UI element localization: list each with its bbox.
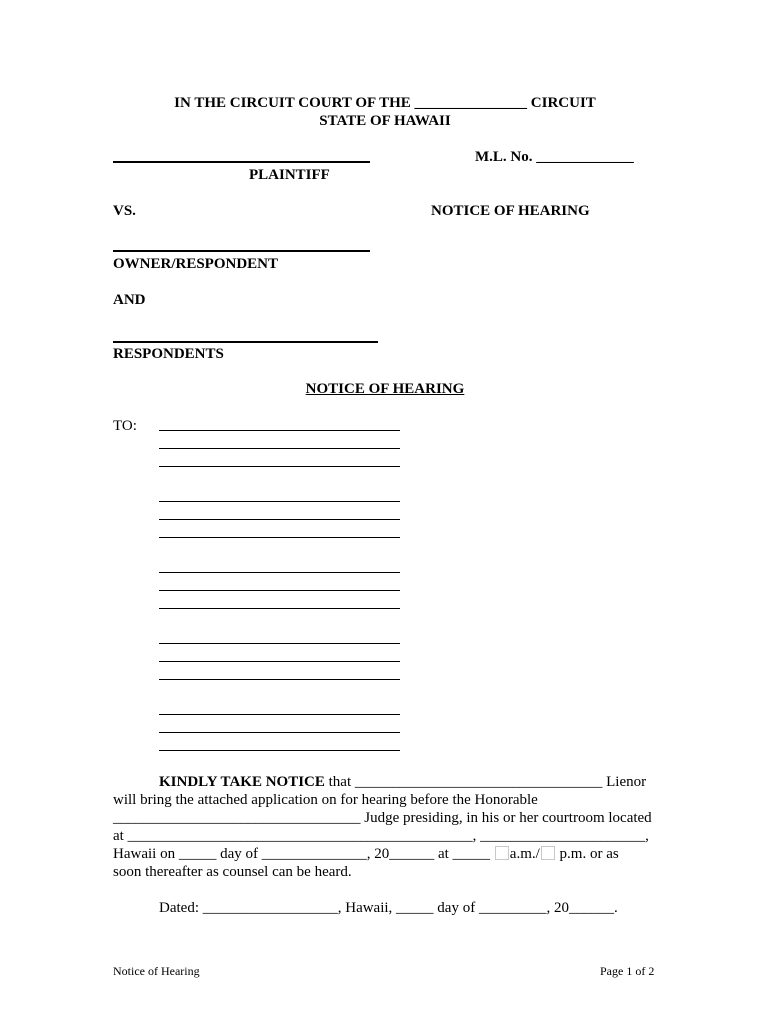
notice-title: NOTICE OF HEARING	[305, 381, 465, 397]
court-prefix: IN THE CIRCUIT COURT OF THE	[174, 95, 411, 111]
pm-checkbox[interactable]	[541, 846, 555, 860]
and-label: AND	[113, 292, 146, 308]
circuit-blank: _______________	[414, 95, 528, 111]
body-line-2: will bring the attached application on for hearing before the Honorable	[113, 792, 538, 808]
vs-label: VS.	[113, 203, 136, 219]
to-label: TO:	[113, 418, 137, 434]
address-line[interactable]	[159, 661, 400, 662]
body-line-1: KINDLY TAKE NOTICE that _________________________________ Lienor	[159, 774, 647, 790]
owner-respondent-label: OWNER/RESPONDENT	[113, 256, 279, 272]
body-line-6: soon thereafter as counsel can be heard.	[113, 864, 352, 880]
address-line[interactable]	[159, 679, 400, 680]
am-checkbox[interactable]	[495, 846, 509, 860]
address-line[interactable]	[159, 466, 400, 467]
address-line[interactable]	[159, 430, 400, 431]
state-heading: STATE OF HAWAII	[319, 113, 451, 129]
owner-line	[113, 250, 370, 252]
address-line[interactable]	[159, 732, 400, 733]
address-line[interactable]	[159, 572, 400, 573]
plaintiff-label: PLAINTIFF	[249, 167, 330, 183]
plaintiff-line	[113, 161, 370, 163]
body-line-3: _________________________________ Judge presiding, in his or her courtroom located	[113, 810, 652, 826]
address-line[interactable]	[159, 608, 400, 609]
address-line[interactable]	[159, 501, 400, 502]
footer-title: Notice of Hearing	[113, 964, 200, 978]
respondents-line	[113, 341, 378, 343]
address-line[interactable]	[159, 750, 400, 751]
ml-number: M.L. No. _____________	[475, 149, 634, 165]
body-line-4: at ______________________________________________, ______________________,	[113, 828, 649, 844]
address-line[interactable]	[159, 448, 400, 449]
court-suffix: CIRCUIT	[530, 95, 596, 111]
dated-line: Dated: __________________, Hawaii, _____ day of _________, 20______.	[159, 900, 618, 916]
page-number: Page 1 of 2	[600, 964, 655, 978]
address-line[interactable]	[159, 537, 400, 538]
court-heading	[0, 94, 770, 112]
body-line-5: Hawaii on _____ day of ______________, 20______ at _____ a.m./ p.m. or as	[113, 846, 619, 862]
address-line[interactable]	[159, 590, 400, 591]
address-line[interactable]	[159, 714, 400, 715]
respondents-label: RESPONDENTS	[113, 346, 224, 362]
address-line[interactable]	[159, 519, 400, 520]
caption-title: NOTICE OF HEARING	[431, 203, 590, 219]
address-line[interactable]	[159, 643, 400, 644]
